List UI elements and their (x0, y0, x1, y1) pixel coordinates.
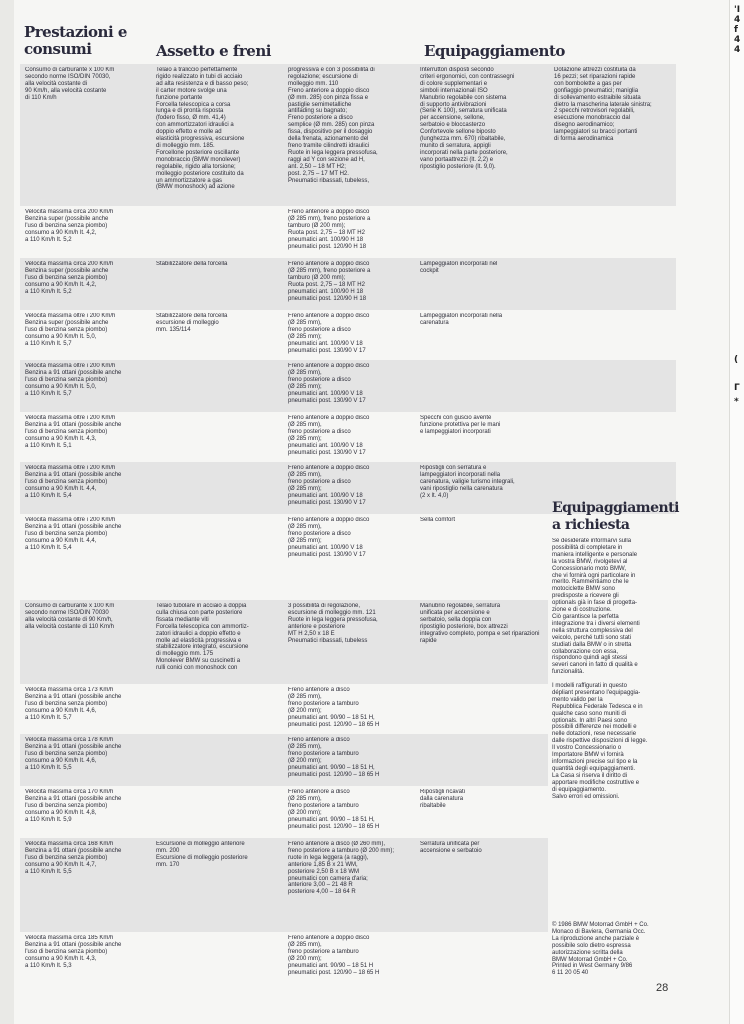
prestazioni-cell: Velocità massima circa 173 Km/h Benzina a 91 ottani (possibile anche l'uso di benzina senza piombo) consumo a 90 Km/h lt. 4,6, a 110 Km/h lt. 5,7 (25, 687, 122, 721)
table-row (20, 258, 676, 310)
assetto-cell: Stabilizzatore della forcella escursione di molleggio mm. 135/114 (156, 313, 228, 333)
heading-equipaggiamento: Equipaggiamento (424, 42, 565, 60)
freni-cell: Freno anteriore a doppio disco (Ø 285 mm), freno posteriore a disco (Ø 285 mm); pneumatici ant. 100/90 V 18 pneumatici post. 130/90 V 17 (288, 363, 370, 404)
edge-mark: 4 (734, 15, 741, 25)
assetto-cell: Telaio a traliccio perfettamente rigido realizzato in tubi di acciaio ad alta resistenza e di basso peso; il carter motore svolge una funzione portante Forcella telescopica a corsa lunga e di pronta risposta (fodero fisso, Ø mm. 41,4) con ammortizzatori idraulici a doppio effetto e molle ad elasticità progressiva, escursione di molleggio mm. 185. Forcellone posteriore oscillante monobraccio (BMW monolever) regolabile, rigido alla torsione; molleggio posteriore costituito da un ammortizzatore a gas (BMW monoshock) ad azione (156, 67, 249, 191)
table-row (20, 838, 548, 932)
table-row (20, 932, 548, 984)
equipaggiamento-cell: Serratura unificata per accensione e serbatoio (420, 841, 482, 854)
edge-mark: 4 (734, 45, 741, 55)
prestazioni-cell: Velocità massima oltre i 200 Km/h Benzina a 91 ottani (possibile anche l'uso di benzina senza piombo) consumo a 90 Km/h lt. 4,4, a 110 Km/h lt. 5,4 (25, 517, 122, 551)
table-row (20, 310, 676, 360)
freni-cell: Freno anteriore a disco (Ø 285 mm), freno posteriore a tamburo (Ø 200 mm); pneumatici ant. 90/90 – 18 51 H, pneumatici post. 120/90 – 18 65 H (288, 737, 380, 778)
freni-cell: Freno anteriore a disco (Ø 260 mm), freno posteriore a tamburo (Ø 200 mm); ruote in lega leggera (a raggi), anteriore 1,85 B x 21 WM, posteriore 2,50 B x 18 WM pneumatici con camera d'aria; anteriore 3,00 – 21 48 R posteriore 4,00 – 18 64 R (288, 841, 395, 896)
freni-cell: Freno anteriore a doppio disco (Ø 285 mm), freno posteriore a tamburo (Ø 200 mm); pneumatici ant. 90/90 – 18 51 H pneumatici post. 120/90 – 18 65 H (288, 935, 380, 976)
freni-cell: progressiva e con 3 possibilità di regolazione; escursione di molleggio mm. 110 Freno anteriore a doppio disco (Ø mm. 285) con pinza fissa e pastiglie semimetalliche antifading su bagnato; Freno posteriore a disco semplice (Ø mm. 285) con pinza fissa, dispositivo per il dosaggio della frenata, azionamento del freno tramite cilindretti idraulici Ruote in lega leggera pressofusa, raggi ad Y con sezione ad H, ant. 2,50 – 18 MT H2; post. 2,75 – 17 MT H2. Pneumatici ribassati, tubeless, (288, 67, 378, 184)
freni-cell: Freno anteriore a disco (Ø 285 mm), freno posteriore a tamburo (Ø 200 mm); pneumatici ant. 90/90 – 18 51 H, pneumatici post. 120/90 – 18 65 H (288, 789, 380, 830)
table-row (20, 786, 548, 838)
freni-cell: 3 possibilità di regolazione, escursione di molleggio mm. 121 Ruote in lega leggera pressofusa, anteriore e posteriore MT H 2,50 x 18 E Pneumatici ribassati, tubeless (288, 603, 378, 644)
prestazioni-cell: Velocità massima oltre i 200 Km/h Benzina a 91 ottani (possibile anche l'uso di benzina senza piombo) consumo a 90 Km/h lt. 4,3, a 110 Km/h lt. 5,1 (25, 415, 122, 449)
prestazioni-cell: Velocità massima circa 170 Km/h Benzina a 91 ottani (possibile anche l'uso di benzina senza piombo) consumo a 90 Km/h lt. 4,8, a 110 Km/h lt. 5,9 (25, 789, 122, 823)
dotazione-cell: Dotazione attrezzi costituita da 16 pezzi; set riparazioni rapide con bombolette a gas per gonfiaggio pneumatici; maniglia di sollevamento estraibile situata dietro la mascherina laterale sinistra; 2 specchi retrovisori regolabili, esecuzione monobraccio dal disegno aerodinamico; lampeggiatori su bracci portanti di forma aerodinamica (554, 67, 652, 143)
heading-assetto: Assetto e freni (156, 42, 271, 60)
heading-richiesta: Equipaggiamenti a richiesta (552, 500, 679, 533)
prestazioni-cell: Velocità massima circa 178 Km/h Benzina a 91 ottani (possibile anche l'uso di benzina senza piombo) consumo a 90 Km/h lt. 4,6, a 110 Km/h lt. 5,5 (25, 737, 122, 771)
table-row (20, 734, 548, 786)
prestazioni-cell: Velocità massima oltre i 200 Km/h Benzina super (possibile anche l'uso di benzina senza piombo) consumo a 90 Km/h lt. 5,0, a 110 Km/h lt. 5,7 (25, 313, 116, 347)
edge-mark: * (734, 397, 739, 407)
table-row (20, 600, 548, 684)
facing-page-edge (729, 0, 744, 1024)
prestazioni-cell: Velocità massima circa 200 Km/h Benzina super (possibile anche l'uso di benzina senza piombo) consumo a 90 Km/h lt. 4,2, a 110 Km/h lt. 5,2 (25, 261, 114, 295)
page-number: 28 (656, 982, 669, 994)
equipaggiamento-cell: Lampeggiatori incorporati nella carenatura (420, 313, 503, 326)
prestazioni-cell: Velocità massima oltre i 200 Km/h Benzina a 91 ottani (possibile anche l'uso di benzina senza piombo) consumo a 90 Km/h lt. 4,4, a 110 Km/h lt. 5,4 (25, 465, 122, 499)
freni-cell: Freno anteriore a doppio disco (Ø 285 mm), freno posteriore a tamburo (Ø 200 mm); Ruota post. 2,75 – 18 MT H2 pneumatici ant. 100/90 H 18 pneumatici post. 120/90 H 18 (288, 261, 371, 302)
equipaggiamento-cell: Ripostigli con serratura e lampeggiatori incorporati nella carenatura, valigie turismo integrali, vani ripostiglio nella carenatura (2 x lt. 4,0) (420, 465, 515, 499)
prestazioni-cell: Velocità massima oltre i 200 Km/h Benzina a 91 ottani (possibile anche l'uso di benzina senza piombo) consumo a 90 Km/h lt. 5,0, a 110 Km/h lt. 5,7 (25, 363, 122, 397)
equipaggiamento-cell: Lampeggiatori incorporati nel cockpit (420, 261, 498, 274)
prestazioni-cell: Velocità massima circa 185 Km/h Benzina a 91 ottani (possibile anche l'uso di benzina senza piombo) consumo a 90 Km/h lt. 4,3, a 110 Km/h lt. 5,3 (25, 935, 122, 969)
prestazioni-cell: Consumo di carburante x 100 Km secondo norme ISO/DIN 70030 alla velocità costante di 90 Km/h, alla velocità costante di 110 Km/h (25, 603, 115, 630)
richiesta-paragraph: Se desiderate informarvi sulla possibilità di completare in maniera intelligente e personale la vostra BMW, rivolgetevi al Concessionario moto BMW, che vi fornirà ogni particolare in merito. Rammentiamo che le motociclette BMW sono predisposte a ricevere gli optionals già in fase di progetta- zione e di costruzione. Ciò garantisce la perfetta integrazione tra i diversi elementi nella struttura complessiva del veicolo, perché tutti sono stati studiati dalla BMW o in stretta collaborazione con essa, rispondono quindi agli stessi severi canoni in fatto di qualità e funzionalità. I modelli raffigurati in questo dépliant presentano l'equipaggia- mento valido per la Repubblica Federale Tedesca e in qualche caso sono muniti di optionals. In altri Paesi sono possibili differenze nei modelli e nelle dotazioni, rese necessarie dalle rispettive disposizioni di legge. Il vostro Concessionario o Importatore BMW vi fornirà informazioni precise sul tipo e la quantità degli equipaggiamenti. La Casa si riserva il diritto di apportare modifiche costruttive e di equipaggiamento. Salvo errori ed omissioni. (552, 538, 648, 800)
freni-cell: Freno anteriore a doppio disco (Ø 285 mm), freno posteriore a disco (Ø 285 mm); pneumatici ant. 100/90 V 18 pneumatici post. 130/90 V 17 (288, 415, 370, 456)
equipaggiamento-cell: Specchi con guscio avente funzione protettiva per le mani e lampeggiatori incorporati (420, 415, 501, 435)
freni-cell: Freno anteriore a doppio disco (Ø 285 mm), freno posteriore a disco (Ø 285 mm); pneumatici ant. 100/90 V 18 pneumatici post. 130/90 V 17 (288, 465, 370, 506)
table-row (20, 206, 676, 258)
heading-prestazioni: Prestazioni e consumi (24, 23, 127, 58)
equipaggiamento-cell: Interruttori disposti secondo criteri ergonomici, con contrassegni di colore supplementari e simboli internazionali ISO Manubrio regolabile con sistema di supporto antivibrazioni (Serie K 100), serratura unificata per accensione, sellone, serbatoio e bloccasterzo Confortevole sellone biposto (lunghezza mm. 670) ribaltabile, munito di serratura, appigli incorporati nella parte posteriore, vano portaattrezzi (lt. 2,2) e ripostiglio posteriore (lt. 9,0). (420, 67, 515, 170)
prestazioni-cell: Consumo di carburante x 100 Km secondo norme ISO/DIN 70030, alla velocità costante di 90 Km/h, alla velocità costante di 110 Km/h (25, 67, 115, 101)
table-row (20, 684, 548, 734)
freni-cell: Freno anteriore a doppio disco (Ø 285 mm), freno posteriore a tamburo (Ø 200 mm); Ruota post. 2,75 – 18 MT H2 pneumatici ant. 100/90 H 18 pneumatici post. 120/90 H 18 (288, 209, 371, 250)
freni-cell: Freno anteriore a doppio disco (Ø 285 mm), freno posteriore a disco (Ø 285 mm); pneumatici ant. 100/90 V 18 pneumatici post. 130/90 V 17 (288, 313, 370, 354)
prestazioni-cell: Velocità massima circa 168 Km/h Benzina a 91 ottani (possibile anche l'uso di benzina senza piombo) consumo a 90 Km/h lt. 4,7, a 110 Km/h lt. 5,5 (25, 841, 122, 875)
edge-mark: Γ (734, 383, 740, 393)
assetto-cell: Telaio tubolare in acciaio a doppia culla chiusa con parte posteriore fissata mediante viti Forcella telescopica con ammortiz- zatori idraulici a doppio effetto e molle ad elasticità progressiva e stabilizzatore integrato, escursione di molleggio mm. 175 Monolever BMW su cuscinetti a rulli conici con monoshock con (156, 603, 249, 672)
table-row (20, 64, 676, 206)
page-gutter (0, 0, 14, 1024)
edge-mark: 'I (734, 5, 741, 15)
table-row (20, 412, 676, 462)
assetto-cell: Escursione di molleggio anteriore mm. 200 Escursione di molleggio posteriore mm. 170 (156, 841, 248, 868)
equipaggiamento-cell: Manubrio regolabile, serratura unificata per accensione e serbatoio, sella doppia con ripostiglio posteriore, box attrezzi integrativo completo, pompa e set riparazioni rapide (420, 603, 540, 644)
assetto-cell: Stabilizzatore della forcella (156, 261, 228, 267)
edge-mark: 4 (734, 35, 741, 45)
copyright-notice: © 1986 BMW Motorrad GmbH + Co. Monaco di Baviera, Germania Occ. La riproduzione anche parziale è possibile solo dietro espressa autorizzazione scritta della BMW Motorrad GmbH + Co. Printed in West Germany 9/86 6 11 20 05 40 (552, 922, 649, 977)
freni-cell: Freno anteriore a doppio disco (Ø 285 mm), freno posteriore a disco (Ø 285 mm); pneumatici ant. 100/90 V 18 pneumatici post. 130/90 V 17 (288, 517, 370, 558)
edge-mark: f (734, 25, 738, 35)
equipaggiamento-cell: Sella comfort (420, 517, 456, 523)
prestazioni-cell: Velocità massima circa 200 Km/h Benzina super (possibile anche l'uso di benzina senza piombo) consumo a 90 Km/h lt. 4,2, a 110 Km/h lt. 5,2 (25, 209, 114, 243)
table-row (20, 360, 676, 412)
freni-cell: Freno anteriore a disco (Ø 285 mm), freno posteriore a tamburo (Ø 200 mm); pneumatici ant. 90/90 – 18 51 H, pneumatici post. 120/90 – 18 65 H (288, 687, 380, 728)
edge-mark: ( (734, 355, 739, 365)
equipaggiamento-cell: Ripostigli ricavati dalla carenatura ribaltabile (420, 789, 466, 809)
